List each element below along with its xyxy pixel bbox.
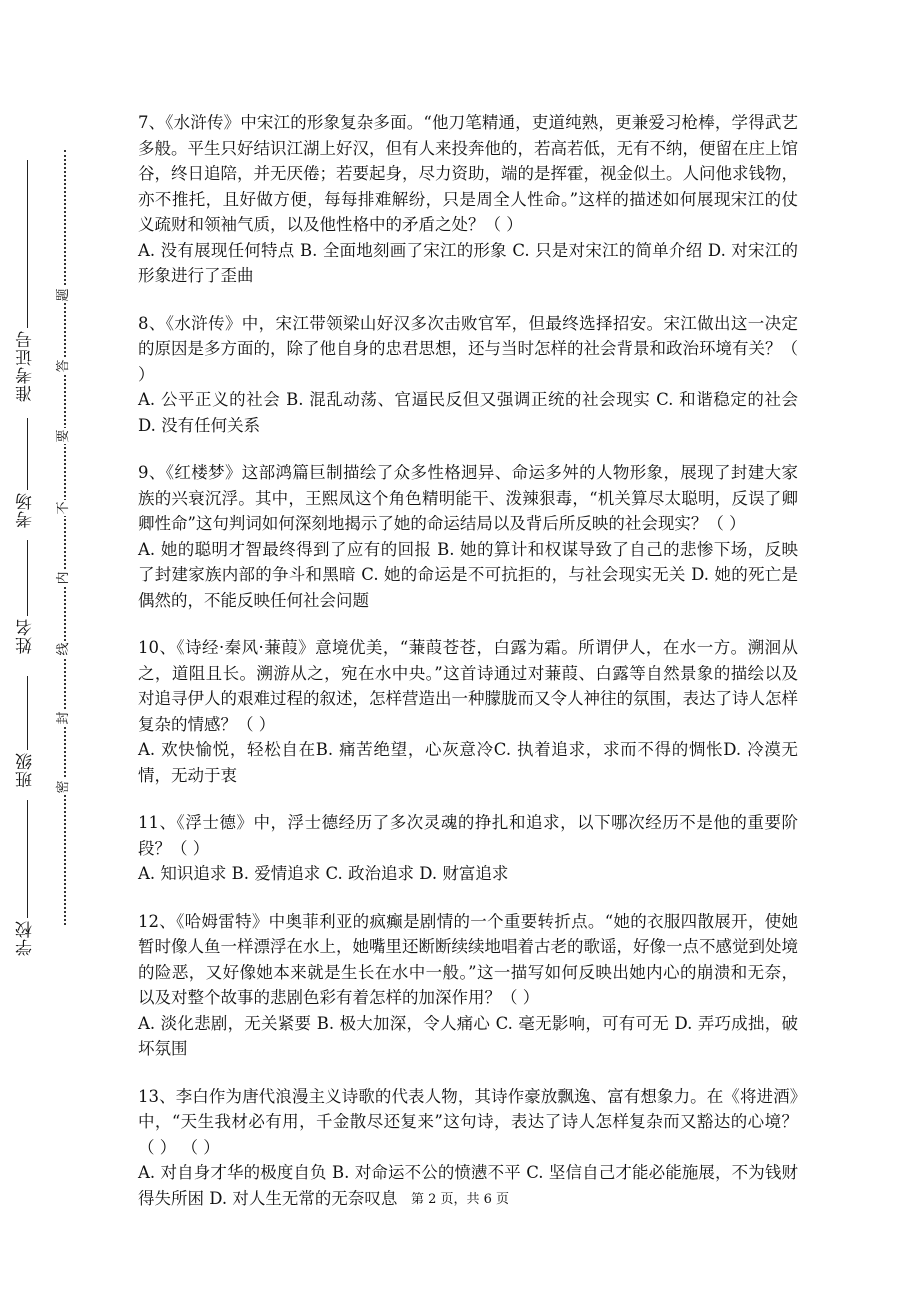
- seal-char-mi: 密: [56, 780, 71, 794]
- exam-id-label: 准考证号: [16, 330, 36, 402]
- question-stem: 13、李白作为唐代浪漫主义诗歌的代表人物，其诗作豪放飘逸、富有想象力。在《将进酒》中，“天生我材必有用，千金散尽还复来”这句诗，表达了诗人怎样复杂而又豁达的心境？（ ） （ ）: [138, 1086, 798, 1157]
- binding-margin: [0, 0, 110, 1302]
- question-stem: 11、《浮士德》中，浮士德经历了多次灵魂的挣扎和追求，以下哪次经历不是他的重要阶段？（ ）: [138, 813, 798, 858]
- question-options: A. 欢快愉悦，轻松自在B. 痛苦绝望，心灰意冷C. 执着追求，求而不得的惆怅D. 冷漠无情，无动于衷: [138, 740, 798, 785]
- seal-char-feng: 封: [56, 711, 71, 725]
- question-stem: 8、《水浒传》中，宋江带领梁山好汉多次击败官军，但最终选择招安。宋江做出这一决定的原因是多方面的，除了他自身的忠君思想，还与当时怎样的社会背景和政治环境有关？（ ）: [138, 313, 798, 384]
- question-12: [138, 909, 798, 1062]
- question-10: [138, 635, 798, 788]
- page-number: 第 2 页，共 6 页: [410, 1192, 510, 1207]
- seal-char-xian: 线: [56, 642, 71, 656]
- question-11: [138, 810, 798, 887]
- question-8: [138, 311, 798, 439]
- question-options: A. 淡化悲剧，无关紧要 B. 极大加深，令人痛心 C. 毫无影响，可有可无 D. 弄巧成拙，破坏氛围: [138, 1013, 798, 1058]
- question-options: A. 她的聪明才智最终得到了应有的回报 B. 她的算计和权谋导致了自己的悲惨下场，反映了封建家族内部的争斗和黑暗 C. 她的命运是不可抗拒的，与社会现实无关 D. 她的死亡是偶然的，不能反映任何社会问题: [138, 539, 798, 610]
- question-list: [138, 110, 798, 1233]
- question-stem: 9、《红楼梦》这部鸿篇巨制描绘了众多性格迥异、命运多舛的人物形象，展现了封建大家族的兴衰沉浮。其中，王熙凤这个角色精明能干、泼辣狠毒，“机关算尽太聪明，反误了卿卿性命”这句判词如何深刻地揭示了她的命运结局以及背后所反映的社会现实？（ ）: [138, 463, 798, 533]
- class-label: 班级: [16, 752, 36, 788]
- question-stem: 12、《哈姆雷特》中奥菲利亚的疯癫是剧情的一个重要转折点。“她的衣服四散展开，使她暂时像人鱼一样漂浮在水上，她嘴里还断断续续地唱着古老的歌谣，好像一点不感觉到处境的险恶，又好像她本来就是生长在水中一般。”这一描写如何反映出她内心的崩溃和无奈，以及对整个故事的悲剧色彩有着怎样的加深作用？（ ）: [138, 911, 798, 1007]
- exam-room-line: [27, 418, 28, 490]
- question-options: A. 知识追求 B. 爱情追求 C. 政治追求 D. 财富追求: [138, 864, 509, 883]
- name-line: [27, 540, 28, 616]
- question-9: [138, 460, 798, 613]
- seal-char-yao: 要: [56, 429, 71, 443]
- name-label: 姓名: [16, 618, 36, 654]
- school-label: 学校: [16, 920, 36, 956]
- class-line: [27, 676, 28, 750]
- seal-char-bu: 不: [56, 501, 71, 515]
- question-stem: 10、《诗经·秦风·蒹葭》意境优美，“蒹葭苍苍，白露为霜。所谓伊人，在水一方。溯洄从之，道阻且长。溯游从之，宛在水中央。”这首诗通过对蒹葭、白露等自然景象的描绘以及对追寻伊人的艰难过程的叙述，怎样营造出一种朦胧而又令人神往的氛围，表达了诗人怎样复杂的情感？（ ）: [138, 638, 798, 734]
- exam-id-line: [27, 160, 28, 328]
- exam-room-label: 考场: [16, 492, 36, 528]
- seal-char-nei: 内: [56, 571, 71, 585]
- question-options: A. 没有展现任何特点 B. 全面地刻画了宋江的形象 C. 只是对宋江的简单介绍 D. 对宋江的形象进行了歪曲: [138, 240, 798, 285]
- seal-char-da: 答: [56, 359, 71, 373]
- question-options: A. 对自身才华的极度自负 B. 对命运不公的愤懑不平 C. 坚信自己才能必能施展，不为钱财得失所困 D. 对人生无常的无奈叹息: [138, 1163, 798, 1208]
- question-options: A. 公平正义的社会 B. 混乱动荡、官逼民反但又强调正统的社会现实 C. 和谐稳定的社会 D. 没有任何关系: [138, 390, 798, 435]
- seal-char-ti: 题: [56, 288, 71, 302]
- seal-dotted-line: [64, 150, 66, 925]
- question-7: [138, 110, 798, 289]
- school-line: [27, 800, 28, 918]
- question-stem: 7、《水浒传》中宋江的形象复杂多面。“他刀笔精通，吏道纯熟，更兼爱习枪棒，学得武艺多般。平生只好结识江湖上好汉，但有人来投奔他的，若高若低，无有不纳，便留在庄上馆谷，终日追陪，并无厌倦；若要起身，尽力资助，端的是挥霍，视金似土。人问他求钱物，亦不推托，且好做方便，每每排难解纷，只是周全人性命。”这样的描述如何展现宋江的仗义疏财和领袖气质，以及他性格中的矛盾之处？（ ）: [138, 113, 798, 234]
